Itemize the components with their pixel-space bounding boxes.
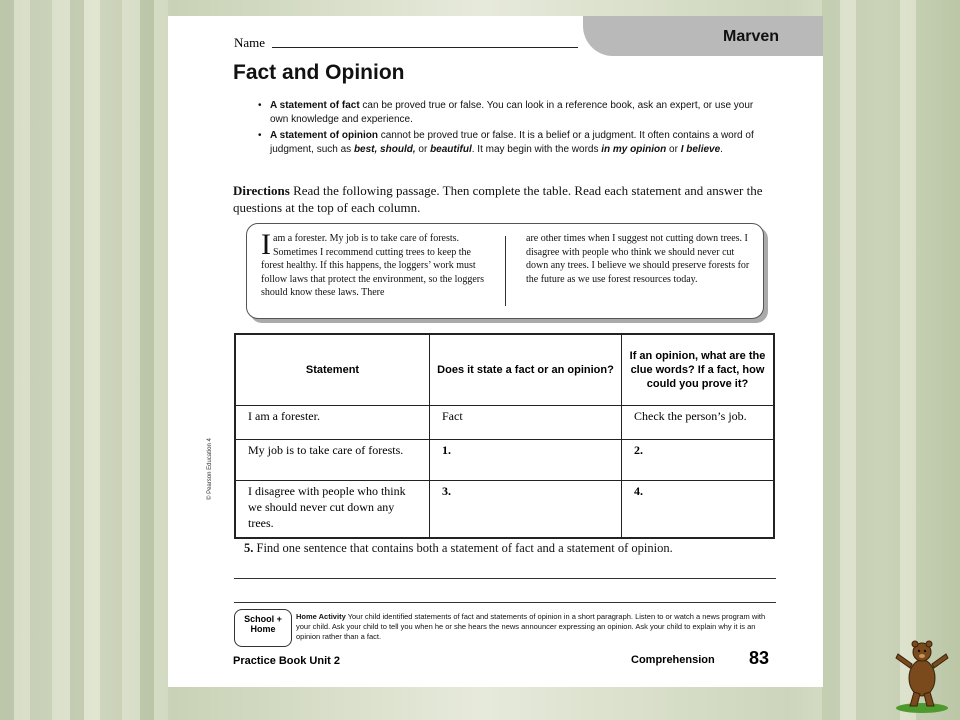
answer-line-2 bbox=[234, 602, 776, 603]
opinion-definition: • A statement of opinion cannot be proved true or false. It is a belief or a judgment. It often contains a word of judgment, such as best, should, or beautiful. It may begin with the words in my opinion or I believe. bbox=[258, 129, 758, 157]
name-line bbox=[272, 47, 578, 48]
table-header-row bbox=[235, 334, 774, 406]
header-statement: Statement bbox=[235, 334, 430, 406]
statement-cell: I disagree with people who think we should never cut down any trees. bbox=[235, 481, 430, 539]
table-row bbox=[235, 481, 774, 539]
question-5: 5. Find one sentence that contains both a statement of fact and a statement of opinion. bbox=[244, 541, 673, 555]
statement-cell: My job is to take care of forests. bbox=[235, 440, 430, 481]
answer-line-1[interactable] bbox=[234, 578, 776, 579]
page-number: 83 bbox=[749, 648, 770, 668]
header-tab bbox=[583, 16, 823, 56]
school-home-logo: School + Home bbox=[234, 609, 292, 647]
directions bbox=[233, 182, 778, 216]
page-title: Fact and Opinion bbox=[233, 61, 405, 84]
table-row bbox=[235, 406, 774, 440]
drop-cap: I bbox=[261, 228, 271, 261]
header-fact-or-opinion: Does it state a fact or an opinion? bbox=[430, 334, 622, 406]
forest-background-left bbox=[0, 0, 168, 720]
tab-label: Marven bbox=[723, 28, 780, 45]
statement-cell: I am a forester. bbox=[235, 406, 430, 440]
directions-text: Read the following passage. Then complete the table. Read each statement and answer the questions at the top of each column. bbox=[233, 183, 763, 215]
name-label: Name bbox=[234, 35, 266, 50]
copyright-text: © Pearson Education 4 bbox=[207, 438, 213, 500]
forest-background-right bbox=[822, 0, 960, 720]
definition-list bbox=[258, 99, 758, 159]
home-activity: Home Activity Your child identified statements of fact and statements of opinion in a short paragraph. Listen to or watch a news program with your child. Ask your child to tell you when he or she hears the news announcer expressing an opinion. Ask your child to explain why it is an opinion rather than a fact. bbox=[296, 612, 766, 641]
header-clue-words: If an opinion, what are the clue words? If a fact, how could you prove it? bbox=[622, 334, 775, 406]
answer-cell-3[interactable]: 3. bbox=[430, 481, 622, 539]
answer-cell-4[interactable]: 4. bbox=[622, 481, 775, 539]
answer-cell: Check the person’s job. bbox=[622, 406, 775, 440]
passage-right-column: are other times when I suggest not cutting down trees. I disagree with people who think we should never cut down any trees. I believe we should preserve forests for the future as we use forest resources today. bbox=[526, 233, 750, 285]
directions-label: Directions bbox=[233, 183, 290, 198]
passage-divider bbox=[505, 236, 506, 306]
footer-section: Comprehension bbox=[631, 654, 715, 666]
passage-box bbox=[246, 223, 764, 319]
footer-book-unit: Practice Book Unit 2 bbox=[233, 655, 340, 667]
bear-icon[interactable] bbox=[892, 628, 952, 714]
answer-cell: Fact bbox=[430, 406, 622, 440]
answer-cell-1[interactable]: 1. bbox=[430, 440, 622, 481]
fact-definition: • A statement of fact can be proved true or false. You can look in a reference book, ask an expert, or use your own knowledge and experience. bbox=[258, 99, 758, 127]
answer-cell-2[interactable]: 2. bbox=[622, 440, 775, 481]
fact-opinion-table bbox=[234, 333, 775, 539]
passage-left-column: Iam a forester. My job is to take care of forests. Sometimes I recommend cutting trees to keep the forest healthy. If this happens, the loggers’ work must follow laws that protect the environment, so the loggers should know these laws. There bbox=[261, 228, 485, 298]
table-row bbox=[235, 440, 774, 481]
